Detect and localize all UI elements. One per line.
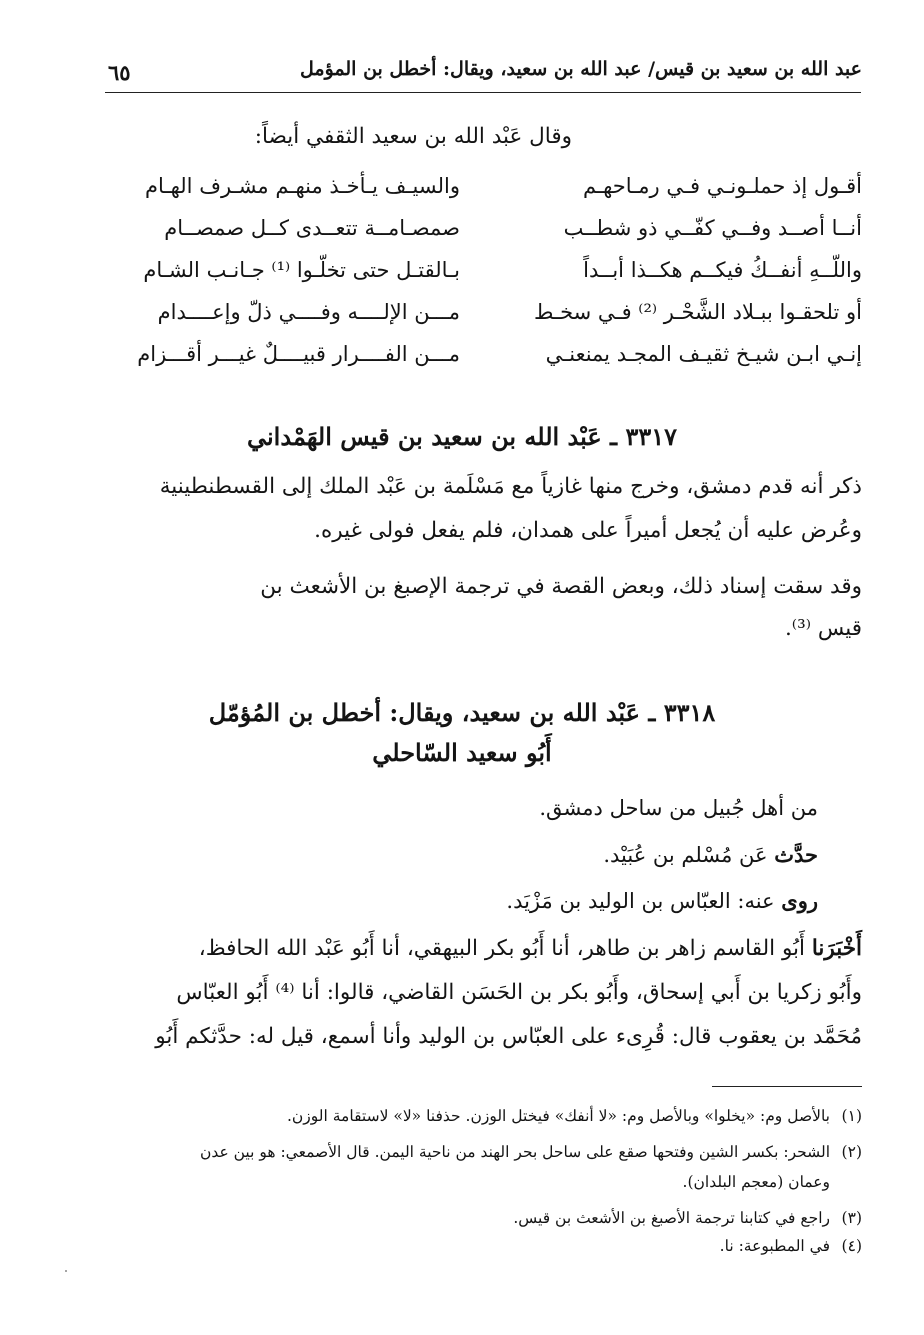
footnote-3-text: راجع في كتابنا ترجمة الأصبغ بن الأشعث بن قيس. — [513, 1209, 830, 1227]
entry-3317-heading: ٣٣١٧ ـ عَبْد الله بن سعيد بن قيس الهَمْداني — [247, 422, 677, 451]
footnote-3-number: (٣) — [841, 1209, 862, 1227]
footnote-4-number: (٤) — [841, 1237, 862, 1255]
verse-2-second: صمصـامــة تتعــدى كــل صمصــام — [164, 216, 460, 240]
footnote-2-text: الشحر: بكسر الشين وفتحها صقع على ساحل بحر الهند من ناحية اليمن. قال الأصمعي: هو بين عدن — [199, 1143, 830, 1161]
isnad-text-1: أَبُو القاسم زاهر بن طاهر، أنا أَبُو بكر البيهقي، أنا أَبُو عَبْد الله الحافظ، — [198, 936, 812, 961]
footnote-rule — [712, 1086, 862, 1087]
poem-intro: وقال عَبْد الله بن سعيد الثقفي أيضاً: — [254, 124, 572, 149]
entry-3317-para1-line1: ذكر أنه قدم دمشق، وخرج منها غازياً مع مَسْلَمة بن عَبْد الملك إلى القسطنطينية — [159, 474, 862, 499]
verse-1-second: والسيـف يـأخـذ منهـم مشـرف الهـام — [145, 174, 460, 198]
footnote-4-text: في المطبوعة: نا. — [719, 1237, 830, 1255]
isnad-lead: أَخْبَرَنا — [811, 936, 862, 961]
entry-3318-narrated — [603, 842, 818, 867]
narrators-text: عنه: العبّاس بن الوليد بن مَزْيَد. — [506, 889, 782, 913]
entry-3318-narrators — [506, 888, 818, 913]
footnote-2-text-cont: وعمان (معجم البلدان). — [682, 1173, 830, 1191]
verse-1-first: أقـول إذ حملـونـي فـي رمـاحهـم — [582, 174, 862, 198]
footnote-2 — [62, 1140, 862, 1165]
running-head: عبد الله بن سعيد بن قيس/ عبد الله بن سعيد، ويقال: أخطل بن المؤمل — [300, 58, 862, 80]
verse-5-first: إنـي ابـن شيـخ ثقيـف المجـد يمنعنـي — [545, 342, 862, 366]
header-rule — [105, 92, 861, 93]
narrated-lead: حدَّث — [774, 842, 818, 867]
footnote-1-text: بالأصل وم: «يخلوا» وبالأصل وم: «لا أنفك» فيختل الوزن. حذفنا «لا» لاستقامة الوزن. — [286, 1107, 830, 1125]
entry-3318-isnad-line1 — [199, 936, 862, 961]
footnote-2-number: (٢) — [841, 1143, 862, 1161]
footnote-2-continuation — [62, 1170, 862, 1195]
verse-4-first: أو تلحقـوا ببـلاد الشَّحْـر ⁽²⁾ فـي سخـط — [534, 300, 862, 324]
entry-3317-para2-line2: قيس ⁽³⁾. — [784, 616, 862, 641]
entry-3318-isnad-line3: مُحَمَّد بن يعقوب قال: قُرِىء على العبّاس بن الوليد وأنا أسمع، قيل له: حدَّثكم أَبُو — [155, 1024, 862, 1049]
verse-5-second: مـــن الفــــرار قبيــــلٌ غيـــر أقـــزام — [137, 342, 460, 366]
footnote-1 — [62, 1104, 862, 1129]
footnote-3 — [62, 1206, 862, 1231]
entry-3317-para2-line1: وقد سقت إسناد ذلك، وبعض القصة في ترجمة الإصبغ بن الأشعث بن — [260, 574, 862, 599]
entry-3317-para1-line2: وعُرض عليه أن يُجعل أميراً على همدان، فلم يفعل فولى غيره. — [314, 518, 862, 543]
entry-3318-isnad-line2: وأَبُو زكريا بن أَبي إسحاق، وأَبُو بكر بن الحَسَن القاضي، قالوا: أنا ⁽⁴⁾ أَبُو العبّاس — [176, 980, 862, 1005]
footnote-1-number: (١) — [841, 1107, 862, 1125]
footnote-4 — [62, 1234, 862, 1259]
entry-3318-heading-line2: أَبُو سعيد السّاحلي — [372, 738, 552, 767]
verse-3-first: واللّــهِ أنفــكُ فيكــم هكــذا أبــداً — [583, 258, 862, 282]
verse-4-second: مـــن الإلــــه وفــــي ذلّ وإعــــدام — [157, 300, 460, 324]
narrated-text: عَن مُسْلم بن عُبَيْد. — [603, 843, 775, 867]
verse-2-first: أنــا أصــد وفــي كفّــي ذو شطــب — [563, 216, 862, 240]
page-number: ٦٥ — [108, 60, 131, 85]
verse-3-second: بـالقتـل حتى تخلّـوا ⁽¹⁾ جـانـب الشـام — [143, 258, 460, 282]
scan-speck — [65, 1270, 67, 1272]
entry-3318-heading-line1: ٣٣١٨ ـ عَبْد الله بن سعيد، ويقال: أخطل بن المُؤمّل — [208, 698, 716, 727]
entry-3318-origin: من أهل جُبيل من ساحل دمشق. — [539, 796, 818, 820]
narrators-lead: روى — [781, 888, 818, 913]
